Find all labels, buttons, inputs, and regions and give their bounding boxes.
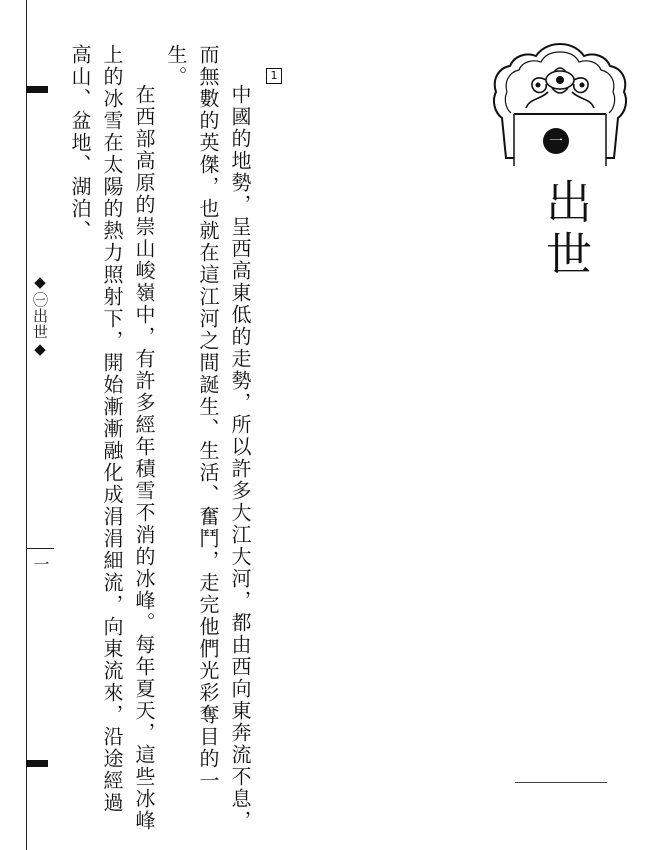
chapter-emblem [490,38,630,172]
margin-tick [26,548,54,549]
margin-bar-bottom [26,760,48,767]
footer-rule [515,782,607,783]
paragraph-1: 中國的地勢，呈西高東低的走勢，所以許多大江大河，都由西向東奔流不息，而無數的英傑，也就在這江河之間誕生、生活、奮鬥，走完他們光彩奪目的一生。 [164,44,252,832]
page-number: 一 [31,556,50,572]
margin-rule [26,0,27,850]
chapter-number: 一 [549,133,563,149]
ornament-icon [490,38,630,168]
paragraph-marker: 1 [266,68,282,84]
running-head: ◆㊀出世◆ [31,273,49,359]
paragraph-2: 在西部高原的崇山峻嶺中，有許多經年積雪不消的冰峰。每年夏天，這些冰峰上的冰雪在太陽的熱力照射下，開始漸漸融化成涓涓細流，向東流來，沿途經過高山、盆地、湖泊、 [68,44,156,832]
margin-bar-top [26,86,48,93]
body-text [68,44,256,834]
chapter-title: 出世 [539,178,593,282]
